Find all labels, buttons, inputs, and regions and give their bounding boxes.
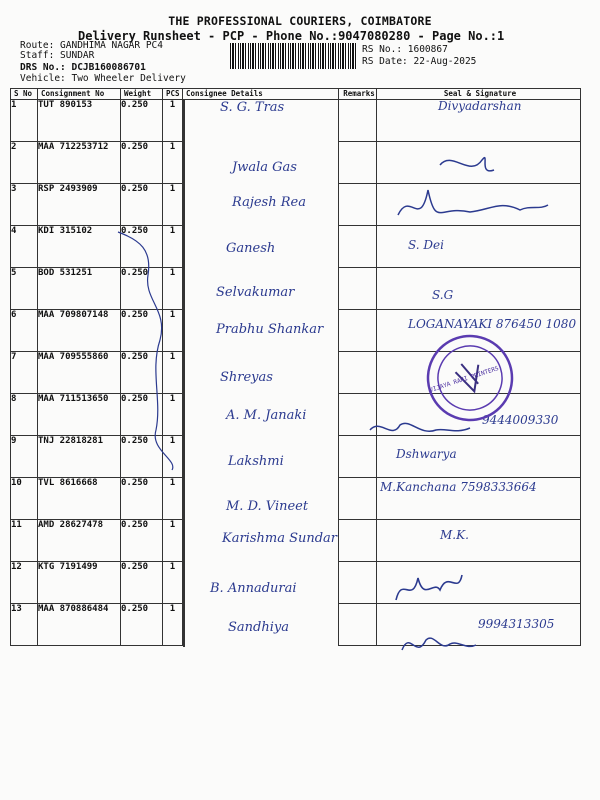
row-consignment-no: MAA 870886484 — [38, 604, 121, 646]
row-consignee-cell — [183, 142, 185, 185]
row-sno: 4 — [11, 226, 38, 268]
row-consignment-no: MAA 709555860 — [38, 352, 121, 394]
row-sno: 12 — [11, 562, 38, 604]
handwritten-consignee: S. G. Tras — [220, 100, 285, 115]
handwritten-consignee: Ganesh — [226, 240, 276, 256]
row-consignee-cell — [183, 310, 185, 353]
table-header-row — [11, 89, 581, 100]
row-consignment-no: AMD 28627478 — [38, 520, 121, 562]
drs-number: DRS No.: DCJB160086701 — [20, 62, 146, 73]
handwritten-signature: S. Dei — [408, 237, 444, 252]
handwritten-consignee: M. D. Vineet — [226, 498, 309, 514]
row-signature-cell — [377, 562, 581, 604]
row-remarks-cell — [339, 604, 377, 646]
handwritten-signature: LOGANAYAKI 876450 1080 — [408, 316, 577, 331]
row-weight: 0.250 — [121, 436, 163, 478]
row-remarks-cell — [339, 184, 377, 226]
row-weight: 0.250 — [121, 352, 163, 394]
row-consignee-cell — [183, 100, 185, 143]
row-sno: 9 — [11, 436, 38, 478]
handwritten-signature: 9444009330 — [482, 413, 559, 428]
row-remarks-cell — [339, 226, 377, 268]
row-signature-cell — [377, 184, 581, 226]
col-header-consignee: Consignee Details — [183, 89, 339, 100]
row-pcs: 1 — [163, 394, 183, 436]
row-pcs: 1 — [163, 604, 183, 646]
rs-number: RS No.: 1600867 — [362, 44, 448, 55]
staff-label: Staff: SUNDAR — [20, 50, 95, 61]
row-consignee-cell — [183, 436, 185, 479]
row-pcs: 1 — [163, 352, 183, 394]
row-pcs: 1 — [163, 268, 183, 310]
row-sno: 2 — [11, 142, 38, 184]
row-sno: 13 — [11, 604, 38, 646]
table-row — [11, 226, 581, 268]
seal-text: VIJAYA RANI PRINTERS — [428, 365, 500, 394]
row-pcs: 1 — [163, 100, 183, 142]
row-pcs: 1 — [163, 310, 183, 352]
row-consignee-cell — [183, 352, 185, 395]
row-weight: 0.250 — [121, 520, 163, 562]
row-signature-cell — [377, 520, 581, 562]
row-remarks-cell — [339, 394, 377, 436]
row-remarks-cell — [339, 142, 377, 184]
col-header-remarks: Remarks — [339, 89, 377, 100]
row-remarks-cell — [339, 436, 377, 478]
row-weight: 0.250 — [121, 226, 163, 268]
handwritten-consignee: Rajesh Rea — [232, 194, 306, 210]
handwritten-consignee: A. M. Janaki — [226, 408, 307, 424]
row-remarks-cell — [339, 268, 377, 310]
company-name: THE PROFESSIONAL COURIERS, COIMBATORE — [168, 14, 432, 28]
row-consignment-no: TVL 8616668 — [38, 478, 121, 520]
col-header-weight: Weight — [121, 89, 163, 100]
row-consignee-cell — [183, 394, 185, 437]
row-sno: 6 — [11, 310, 38, 352]
col-header-consignment: Consignment No — [38, 89, 121, 100]
row-pcs: 1 — [163, 226, 183, 268]
row-weight: 0.250 — [121, 310, 163, 352]
col-header-signature: Seal & Signature — [377, 89, 581, 100]
row-consignee-cell — [183, 562, 185, 605]
route-label: Route: GANDHIMA NAGAR PC4 — [20, 40, 163, 51]
row-weight: 0.250 — [121, 478, 163, 520]
row-pcs: 1 — [163, 478, 183, 520]
row-weight: 0.250 — [121, 142, 163, 184]
row-weight: 0.250 — [121, 268, 163, 310]
row-weight: 0.250 — [121, 562, 163, 604]
row-weight: 0.250 — [121, 394, 163, 436]
row-consignee-cell — [183, 268, 185, 311]
row-consignee-cell — [183, 520, 185, 563]
handwritten-consignee: Karishma Sundar — [222, 531, 338, 546]
row-consignee-cell — [183, 184, 185, 227]
rs-date: RS Date: 22-Aug-2025 — [362, 56, 477, 67]
row-pcs: 1 — [163, 142, 183, 184]
row-sno: 10 — [11, 478, 38, 520]
row-sno: 7 — [11, 352, 38, 394]
row-consignment-no: KDI 315102 — [38, 226, 121, 268]
row-consignment-no: KTG 7191499 — [38, 562, 121, 604]
table-row — [11, 436, 581, 478]
row-consignment-no: MAA 711513650 — [38, 394, 121, 436]
row-consignee-cell — [183, 604, 185, 647]
handwritten-consignee: Jwala Gas — [232, 160, 297, 176]
barcode — [230, 43, 357, 69]
row-consignee-cell — [183, 226, 185, 269]
handwritten-signature: 9994313305 — [478, 616, 555, 631]
row-sno: 8 — [11, 394, 38, 436]
row-consignment-no: TNJ 22818281 — [38, 436, 121, 478]
row-sno: 1 — [11, 100, 38, 142]
row-pcs: 1 — [163, 520, 183, 562]
row-pcs: 1 — [163, 436, 183, 478]
handwritten-signature: Dshwarya — [396, 447, 457, 462]
row-signature-cell — [377, 142, 581, 184]
row-sno: 3 — [11, 184, 38, 226]
handwritten-signature: M.K. — [440, 528, 469, 542]
row-remarks-cell — [339, 352, 377, 394]
handwritten-consignee: Prabhu Shankar — [216, 321, 324, 337]
row-consignment-no: MAA 709807148 — [38, 310, 121, 352]
table-row — [11, 268, 581, 310]
row-consignment-no: TUT 890153 — [38, 100, 121, 142]
row-remarks-cell — [339, 520, 377, 562]
row-consignment-no: RSP 2493909 — [38, 184, 121, 226]
handwritten-signature: Divyadarshan — [438, 99, 522, 113]
row-remarks-cell — [339, 310, 377, 352]
row-remarks-cell — [339, 100, 377, 142]
row-weight: 0.250 — [121, 604, 163, 646]
handwritten-signature: S.G — [432, 288, 454, 303]
row-remarks-cell — [339, 478, 377, 520]
runsheet-title: Delivery Runsheet - PCP - Phone No.:9047080280 - Page No.:1 — [78, 29, 505, 43]
col-header-pcs: PCS — [163, 89, 183, 100]
row-sno: 11 — [11, 520, 38, 562]
row-pcs: 1 — [163, 184, 183, 226]
row-weight: 0.250 — [121, 100, 163, 142]
handwritten-consignee: Selvakumar — [216, 285, 295, 301]
handwritten-consignee: Shreyas — [220, 369, 273, 385]
row-signature-cell — [377, 268, 581, 310]
vehicle-label: Vehicle: Two Wheeler Delivery — [20, 73, 186, 84]
row-consignment-no: MAA 712253712 — [38, 142, 121, 184]
row-consignee-cell — [183, 478, 185, 521]
row-weight: 0.250 — [121, 184, 163, 226]
col-header-sno: S No — [11, 89, 38, 100]
row-sno: 5 — [11, 268, 38, 310]
row-remarks-cell — [339, 562, 377, 604]
row-consignment-no: BOD 531251 — [38, 268, 121, 310]
handwritten-consignee: Sandhiya — [228, 619, 289, 635]
row-pcs: 1 — [163, 562, 183, 604]
handwritten-signature: M.Kanchana 7598333664 — [380, 479, 537, 494]
handwritten-consignee: Lakshmi — [228, 454, 284, 470]
handwritten-consignee: B. Annadurai — [210, 581, 297, 597]
